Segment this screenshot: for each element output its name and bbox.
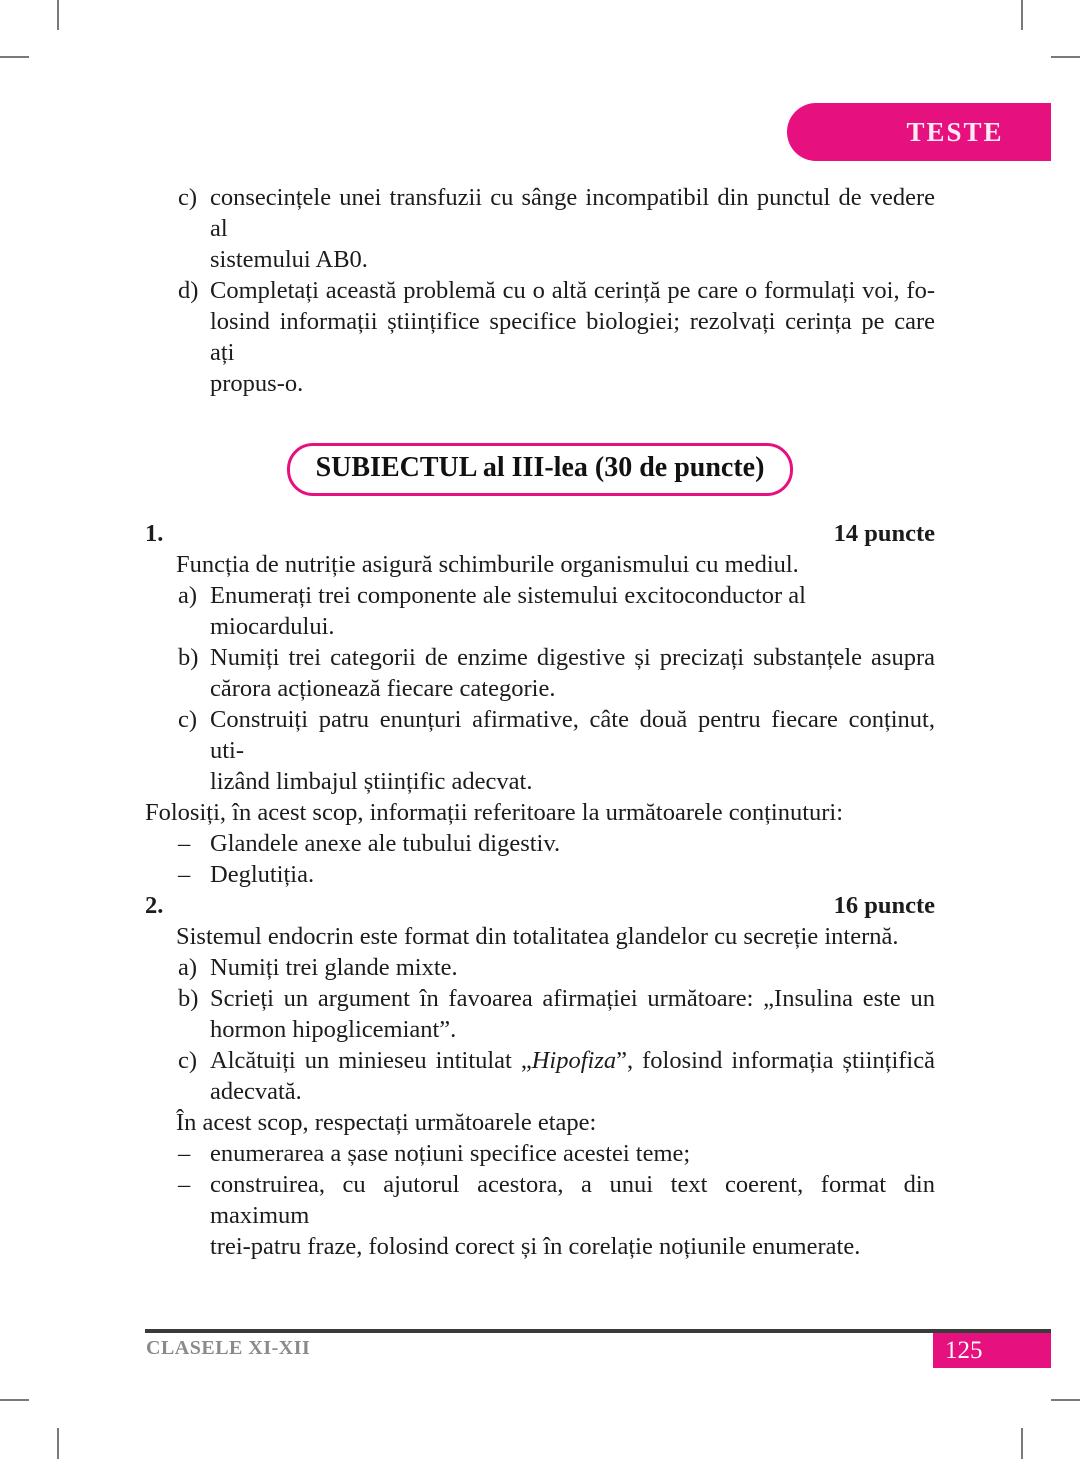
text-line: adecvată. bbox=[210, 1078, 302, 1105]
crop-mark-bottom-left-horizontal bbox=[0, 1399, 29, 1401]
text-line: Enumerați trei componente ale sistemului excitoconductor al miocardului. bbox=[210, 582, 806, 640]
text-line: construirea, cu ajutorul acestora, a unui text coerent, format din maximum bbox=[210, 1171, 935, 1229]
question-2-intro: Sistemul endocrin este format din totalitatea glandelor cu secreție internă. bbox=[176, 923, 899, 950]
text-line: enumerarea a șase noțiuni specifice acestei teme; bbox=[210, 1140, 691, 1167]
crop-mark-bottom-left-vertical bbox=[57, 1428, 59, 1459]
text-line: Numiți trei glande mixte. bbox=[210, 954, 458, 981]
text-line: consecințele unei transfuzii cu sânge incompatibil din punctul de vedere al bbox=[210, 184, 935, 242]
text-line: Completați această problemă cu o altă cerință pe care o formulați voi, fo- bbox=[210, 277, 935, 304]
question-2-header bbox=[145, 890, 935, 921]
question-1-item-c bbox=[145, 704, 935, 797]
footer-section-label: CLASELE XI-XII bbox=[146, 1337, 311, 1359]
text-line: Construiți patru enunțuri afirmative, câte două pentru fiecare conținut, uti- bbox=[210, 706, 935, 764]
question-2-item-a bbox=[145, 952, 935, 983]
text-line: Deglutiția. bbox=[210, 861, 315, 888]
text-line: trei-patru fraze, folosind corect și în corelație noțiunile enumerate. bbox=[210, 1233, 861, 1260]
header-badge-label: TESTE bbox=[906, 116, 1004, 147]
crop-mark-bottom-right-horizontal bbox=[1051, 1399, 1080, 1401]
list-marker: c) bbox=[178, 706, 198, 733]
section-heading-wrapper bbox=[145, 443, 935, 496]
text-segment: ”, folosind informația științifică bbox=[616, 1047, 935, 1074]
list-marker: c) bbox=[178, 184, 198, 211]
question-1-dash-item bbox=[145, 828, 935, 859]
list-marker: b) bbox=[178, 985, 199, 1012]
text-line: Scrieți un argument în favoarea afirmației următoare: „Insulina este un bbox=[210, 985, 935, 1012]
list-marker: d) bbox=[178, 277, 199, 304]
list-item-c bbox=[145, 182, 935, 275]
question-2-dash-item bbox=[145, 1169, 935, 1262]
question-2-note: În acest scop, respectați următoarele etape: bbox=[176, 1109, 597, 1136]
question-1-item-a bbox=[145, 580, 935, 642]
list-marker: a) bbox=[178, 954, 198, 981]
question-1-note: Folosiți, în acest scop, informații referitoare la următoarele conținuturi: bbox=[145, 799, 844, 826]
crop-mark-bottom-right-vertical bbox=[1021, 1428, 1023, 1459]
text-line: hormon hipoglicemiant”. bbox=[210, 1016, 457, 1043]
crop-mark-top-left-vertical bbox=[57, 0, 59, 30]
question-points: 16 puncte bbox=[833, 892, 935, 919]
text-line bbox=[210, 1045, 935, 1076]
text-line: Glandele anexe ale tubului digestiv. bbox=[210, 830, 561, 857]
page-number-badge bbox=[933, 1333, 1051, 1368]
question-number: 2. bbox=[145, 892, 164, 919]
list-item-d bbox=[145, 275, 935, 399]
text-line: cărora acționează fiecare categorie. bbox=[210, 675, 556, 702]
text-line: sistemului AB0. bbox=[210, 246, 368, 273]
question-1-intro: Funcția de nutriție asigură schimburile organismului cu mediul. bbox=[176, 551, 799, 578]
crop-mark-top-left-horizontal bbox=[0, 56, 29, 58]
section-heading: SUBIECTUL al III-lea (30 de puncte) bbox=[287, 443, 794, 496]
text-segment-italic: Hipofiza bbox=[531, 1047, 617, 1074]
crop-mark-top-right-vertical bbox=[1021, 0, 1023, 30]
dash-marker: – bbox=[178, 1171, 191, 1198]
question-number: 1. bbox=[145, 520, 164, 547]
question-2-item-c bbox=[145, 1045, 935, 1107]
text-line: Numiți trei categorii de enzime digestive și precizați substanțele asupra bbox=[210, 644, 935, 671]
footer-rule bbox=[145, 1329, 1051, 1333]
list-marker: c) bbox=[178, 1047, 198, 1074]
list-marker: b) bbox=[178, 644, 199, 671]
question-2-dash-item bbox=[145, 1138, 935, 1169]
header-badge-teste bbox=[787, 103, 1051, 161]
question-2-item-b bbox=[145, 983, 935, 1045]
question-1-header bbox=[145, 518, 935, 549]
text-line: losind informații științifice specifice biologiei; rezolvați cerința pe care ați bbox=[210, 308, 935, 366]
list-marker: a) bbox=[178, 582, 198, 609]
page-content bbox=[145, 182, 935, 1262]
dash-marker: – bbox=[178, 861, 191, 888]
text-segment: Alcătuiți un minieseu intitulat „ bbox=[210, 1047, 532, 1074]
question-points: 14 puncte bbox=[833, 520, 935, 547]
question-1-item-b bbox=[145, 642, 935, 704]
text-line: propus-o. bbox=[210, 370, 304, 397]
page-number: 125 bbox=[945, 1336, 983, 1364]
dash-marker: – bbox=[178, 1140, 191, 1167]
dash-marker: – bbox=[178, 830, 191, 857]
question-1-dash-item bbox=[145, 859, 935, 890]
text-line: lizând limbajul științific adecvat. bbox=[210, 768, 533, 795]
crop-mark-top-right-horizontal bbox=[1051, 56, 1080, 58]
